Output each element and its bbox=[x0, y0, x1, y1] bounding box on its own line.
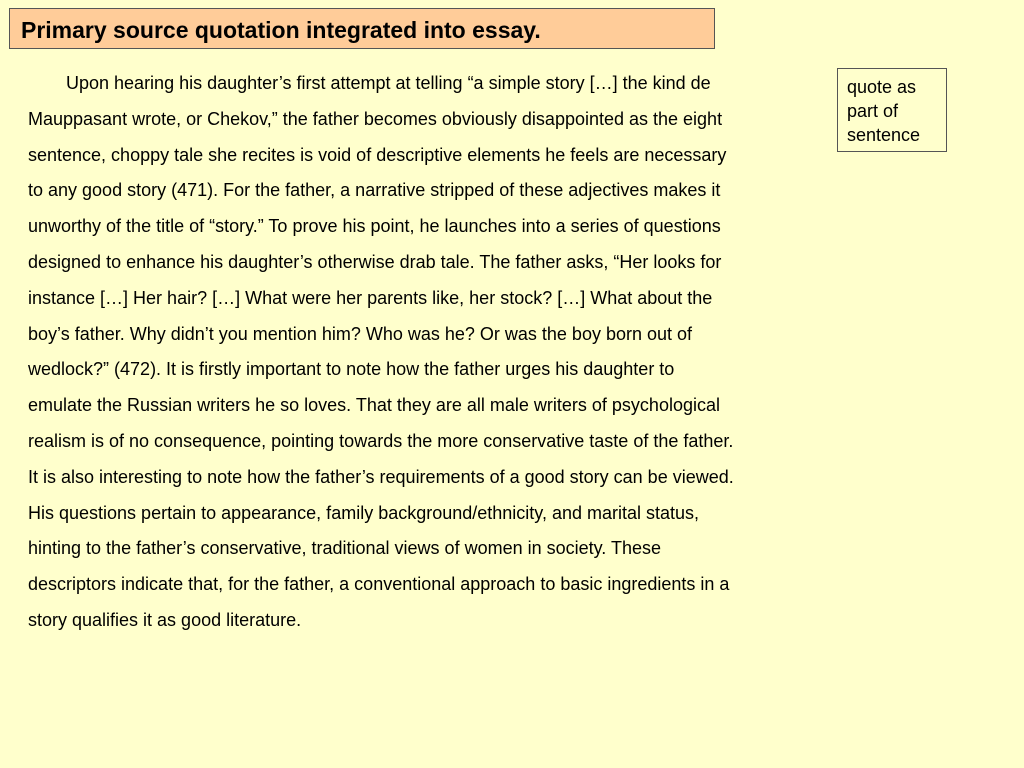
side-note-box bbox=[837, 68, 947, 152]
essay-line: story qualifies it as good literature. bbox=[28, 609, 302, 630]
essay-line: boy’s father. Why didn’t you mention him? Who was he? Or was the boy born out of bbox=[28, 323, 693, 344]
essay-line: unworthy of the title of “story.” To prove his point, he launches into a series of questions bbox=[28, 216, 721, 237]
essay-line: descriptors indicate that, for the father, a conventional approach to basic ingredients in a bbox=[28, 574, 730, 595]
slide-title-box bbox=[9, 8, 715, 49]
essay-line: hinting to the father’s conservative, traditional views of women in society. These bbox=[28, 538, 661, 559]
essay-line: It is also interesting to note how the father’s requirements of a good story can be viewed. bbox=[28, 466, 734, 487]
slide-title: Primary source quotation integrated into essay. bbox=[21, 17, 541, 43]
essay-paragraph bbox=[28, 66, 818, 639]
essay-line: sentence, choppy tale she recites is void of descriptive elements he feels are necessary bbox=[28, 144, 727, 165]
essay-line: realism is of no consequence, pointing towards the more conservative taste of the father. bbox=[28, 430, 734, 451]
essay-line: wedlock?” (472). It is firstly important to note how the father urges his daughter to bbox=[28, 359, 675, 380]
essay-line: emulate the Russian writers he so loves. That they are all male writers of psychological bbox=[28, 395, 720, 416]
essay-line: His questions pertain to appearance, family background/ethnicity, and marital status, bbox=[28, 502, 700, 523]
essay-line: to any good story (471). For the father, a narrative stripped of these adjectives makes it bbox=[28, 180, 721, 201]
essay-line: Upon hearing his daughter’s first attempt at telling “a simple story […] the kind de bbox=[66, 73, 711, 93]
essay-line: instance […] Her hair? […] What were her parents like, her stock? […] What about the bbox=[28, 287, 713, 308]
essay-line: designed to enhance his daughter’s otherwise drab tale. The father asks, “Her looks for bbox=[28, 251, 722, 272]
side-note-text: quote as part of sentence bbox=[847, 77, 921, 145]
essay-line: Mauppasant wrote, or Chekov,” the father becomes obviously disappointed as the eight bbox=[28, 108, 723, 129]
